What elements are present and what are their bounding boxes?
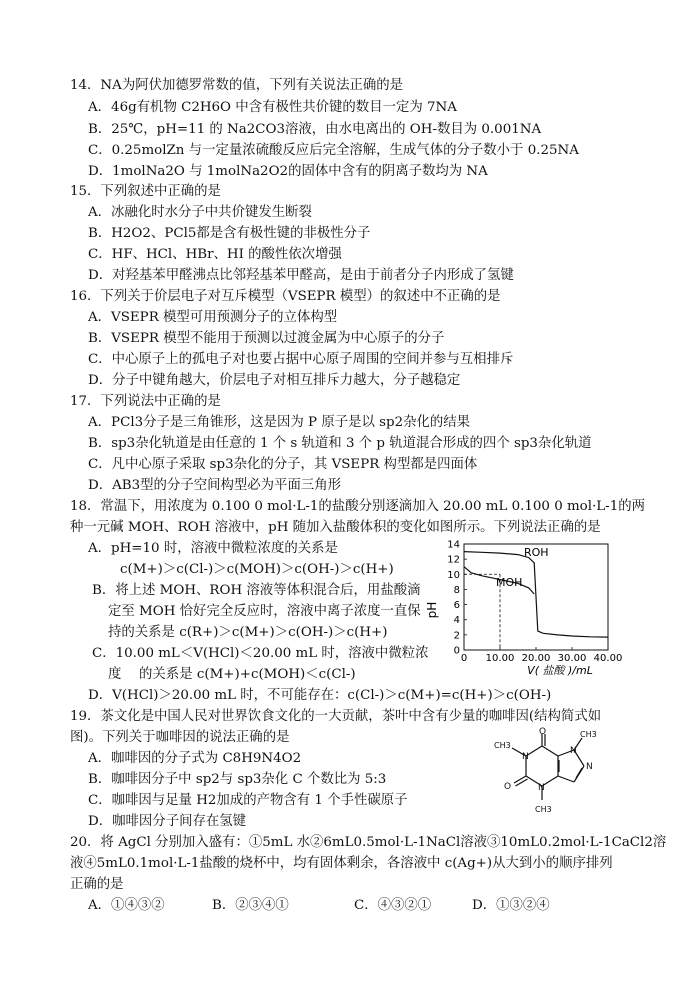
q17-option-b: B．sp3杂化轨道是由任意的 1 个 s 轨道和 3 个 p 轨道混合形成的四个 sp3杂化轨道 [88, 436, 592, 451]
q15-option-c: C．HF、HCl、HBr、HI 的酸性依次增强 [88, 247, 342, 262]
chart-y-tick-label: 8 [453, 584, 460, 596]
chart-y-tick-label: 10 [447, 569, 460, 581]
chart-legend-roh: ROH [524, 546, 549, 559]
chart-ylabel: pH [425, 601, 439, 619]
q17-option-d: D．AB3型的分子空间构型必为平面三角形 [88, 478, 342, 493]
q15-option-d: D．对羟基苯甲醛沸点比邻羟基苯甲醛高，是由于前者分子内形成了氢键 [88, 268, 514, 283]
q18-option-a-line2: c(M+)＞c(Cl-)＞c(MOH)＞c(OH-)＞c(H+) [120, 562, 394, 577]
q18-option-d: D．V(HCl)＞20.00 mL 时，不可能存在：c(Cl-)＞c(M+)=c(H+)＞c(OH-) [88, 688, 552, 703]
q15-option-a: A．冰融化时水分子中共价键发生断裂 [88, 205, 312, 220]
q17-option-c: C．凡中心原子采取 sp3杂化的分子，其 VSEPR 构型都是四面体 [88, 457, 478, 472]
q18-option-a-line1: A．pH=10 时，溶液中微粒浓度的关系是 [88, 541, 338, 556]
chart-y-tick-label: 2 [453, 630, 460, 642]
chart-x-tick-label: 30.00 [557, 653, 587, 664]
q18-stem-line1: 18．常温下，用浓度为 0.100 0 mol·L-1的盐酸分别逐滴加入 20.00 mL 0.100 0 mol·L-1的两 [70, 499, 646, 514]
chart-series-roh [464, 552, 608, 638]
chart-xlabel: V( 盐酸 )/mL [527, 664, 593, 677]
q18-option-b-line2: 定至 MOH 恰好完全反应时，溶液中离子浓度一直保 [108, 604, 421, 619]
chart-y-tick-label: 14 [447, 539, 460, 551]
q16-option-b: B．VSEPR 模型不能用于预测以过渡金属为中心原子的分子 [88, 331, 445, 346]
q16-option-a: A．VSEPR 模型可用预测分子的立体构型 [88, 310, 338, 325]
chart-y-tick-label: 4 [453, 615, 460, 627]
q17-option-a: A．PCl3分子是三角锥形，这是因为 P 原子是以 sp2杂化的结果 [88, 415, 471, 430]
q18-stem-line2: 种一元碱 MOH、ROH 溶液中，pH 随加入盐酸体积的变化如图所示。下列说法正确的是 [70, 520, 601, 535]
q19-option-d: D．咖啡因分子间存在氢键 [88, 814, 247, 829]
caffeine-atom-n3: N [538, 783, 545, 793]
q20-option-d: D．①③②④ [472, 898, 550, 913]
caffeine-atom-n9: N [586, 762, 593, 772]
q20-stem-line1: 20．将 AgCl 分别加入盛有：①5mL 水②6mL0.5mol·L-1NaCl溶液③10mL0.2mol·L-1CaCl2溶 [70, 835, 667, 850]
q14-option-b: B．25℃，pH=11 的 Na2CO3溶液，由水电离出的 OH-数目为 0.001NA [88, 122, 542, 137]
q19-option-b: B．咖啡因分子中 sp2与 sp3杂化 C 个数比为 5:3 [88, 772, 387, 787]
q20-option-a: A．①④③② [88, 898, 165, 913]
q16-stem: 16．下列关于价层电子对互斥模型（VSEPR 模型）的叙述中不正确的是 [70, 289, 501, 304]
q19-stem-line2: 图)。下列关于咖啡因的说法正确的是 [70, 730, 290, 745]
q19-option-a: A．咖啡因的分子式为 C8H9N4O2 [88, 751, 302, 766]
q19-stem-line1: 19．茶文化是中国人民对世界饮食文化的一大贡献，茶叶中含有少量的咖啡因(结构简式如 [70, 709, 602, 724]
caffeine-atom-o-left: O [504, 782, 512, 792]
q16-option-c: C．中心原子上的孤电子对也要占据中心原子周围的空间并参与互相排斥 [88, 352, 514, 367]
q20-option-b: B．②③④① [212, 898, 289, 913]
q14-option-c: C．0.25molZn 与一定量浓硫酸反应后完全溶解，生成气体的分子数小于 0.25NA [88, 143, 579, 158]
caffeine-structure [490, 728, 610, 820]
q18-option-c-line2: 度 的关系是 c(M+)+c(MOH)＜c(Cl-) [108, 667, 356, 682]
q20-stem-line2: 液④5mL0.1mol·L-1盐酸的烧杯中，均有固体剩余，各溶液中 c(Ag+)从大到小的顺序排列 [70, 856, 613, 871]
chart-x-tick-label: 20.00 [521, 653, 551, 664]
chart-y-tick-label: 0 [453, 645, 460, 657]
q14-stem: 14．NA为阿伏加德罗常数的值，下列有关说法正确的是 [70, 78, 404, 93]
chart-y-tick-label: 6 [453, 600, 460, 612]
chart-x-tick-label: 40.00 [593, 653, 623, 664]
q14-option-a: A．46g有机物 C2H6O 中含有极性共价键的数目一定为 7NA [88, 100, 457, 115]
caffeine-methyl-1: CH3 [494, 741, 511, 750]
q19-option-c: C．咖啡因与足量 H2加成的产物含有 1 个手性碳原子 [88, 793, 408, 808]
caffeine-methyl-3: CH3 [535, 805, 552, 814]
chart-x-tick-label: 10.00 [485, 653, 515, 664]
q14-option-d: D．1molNa2O 与 1molNa2O2的固体中含有的阴离子数均为 NA [88, 164, 488, 179]
q15-stem: 15．下列叙述中正确的是 [70, 184, 221, 199]
q17-stem: 17．下列说法中正确的是 [70, 394, 221, 409]
q18-option-b-line3: 持的关系是 c(R+)＞c(M+)＞c(OH-)＞c(H+) [108, 625, 388, 640]
caffeine-atom-n1: N [522, 752, 529, 762]
q18-option-c-line1: C．10.00 mL＜V(HCl)＜20.00 mL 时，溶液中微粒浓 [92, 646, 429, 661]
q20-stem-line3: 正确的是 [70, 877, 124, 892]
chart-legend-moh: MOH [496, 576, 523, 589]
q15-option-b: B．H2O2、PCl5都是含有极性键的非极性分子 [88, 226, 371, 241]
q20-option-c: C．④③②① [354, 898, 432, 913]
caffeine-methyl-7: CH3 [580, 730, 597, 739]
q16-option-d: D．分子中键角越大，价层电子对相互排斥力越大，分子越稳定 [88, 373, 461, 388]
chart-y-tick-label: 12 [447, 554, 460, 566]
chart-x-tick-label: 0 [460, 653, 468, 664]
caffeine-atom-o-top: O [539, 727, 547, 737]
caffeine-atom-n7: N [570, 746, 577, 756]
q18-option-b-line1: B．将上述 MOH、ROH 溶液等体积混合后，用盐酸滴 [92, 583, 421, 598]
ph-titration-chart [425, 538, 623, 678]
